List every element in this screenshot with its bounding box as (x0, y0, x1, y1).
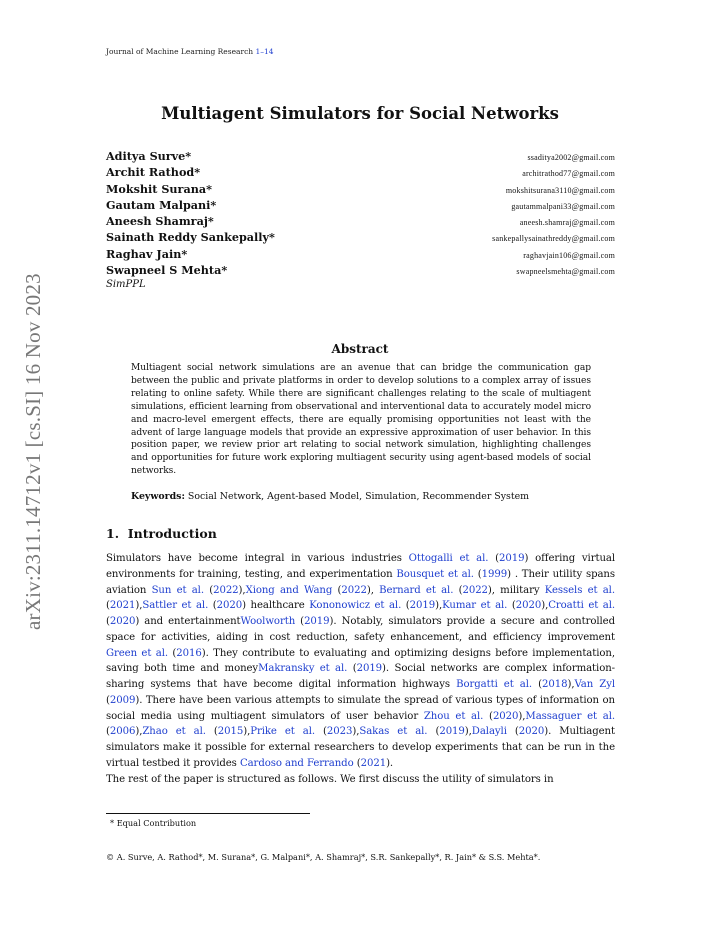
paragraph-text: ) . Their utility spans aviation (106, 568, 615, 596)
citation-link[interactable]: 2020 (518, 726, 545, 738)
paragraph-text: ( (453, 584, 463, 596)
citation-link[interactable]: Ottogalli et al. (408, 553, 489, 564)
citation-link[interactable]: Xiong and Wang (245, 584, 333, 596)
paragraph-text: ). Notably, simulators provide a secure and controlled space for activities, aiding in cost reduction, safety enhancement, and efficiency improvement (106, 616, 615, 643)
paragraph-text: ( (208, 600, 217, 612)
paragraph-text: ). (386, 757, 394, 769)
author-email[interactable]: mokshitsurana3110@gmail.com (505, 185, 615, 195)
paragraph-text: ), (135, 726, 143, 738)
paragraph-text: ( (488, 553, 500, 564)
citation-link[interactable]: 2015 (217, 726, 244, 738)
copyright-line: © A. Surve, A. Rathod*, M. Surana*, G. Malpani*, A. Shamraj*, S.R. Sankepally*, R. Jain* & S.S. Mehta*. (106, 852, 541, 862)
paragraph-text: ), (464, 726, 472, 738)
introduction-paragraph (106, 553, 615, 769)
paragraph-text: ), military (487, 584, 545, 596)
abstract-text: Multiagent social network simulations are an avenue that can bridge the communication gap between the public and private platforms in order to develop solutions to a complex array of issues relating to online safety. While there are significant challenges relating to the scale of multiagent simulations, efficient learning from observational and interventional data to accurately model micro and macro-level emergent effects, there are equally promising opportunities not least with the advent of large language models that provide an expressive approximation of user behavior. In this position paper, we review prior art relating to social network simulation, highlighting challenges and opportunities for future work exploring multiagent security using agent-based models of social networks. (131, 363, 591, 477)
paragraph-text: ( (427, 726, 440, 738)
author-name: Raghav Jain* (106, 246, 188, 261)
citation-link[interactable]: Kononowicz et al. (309, 600, 402, 612)
citation-link[interactable]: 2019 (439, 726, 465, 738)
citation-link[interactable]: Zhou et al. (423, 710, 484, 722)
keywords-label: Keywords: (131, 491, 185, 502)
keywords-line (131, 491, 601, 502)
paragraph-text: ), (541, 600, 549, 612)
paragraph-text: ) and entertainment (135, 616, 241, 627)
paragraph-text: ( (106, 600, 110, 612)
paragraph-text: ( (473, 568, 482, 580)
citation-link[interactable]: 1999 (481, 568, 508, 580)
author-row (106, 247, 615, 263)
citation-link[interactable]: 2019 (356, 663, 383, 675)
paragraph-text: ), (366, 584, 380, 596)
citation-link[interactable]: 2019 (409, 600, 436, 612)
paragraph-text: ( (507, 600, 516, 612)
author-name: Aneesh Shamraj* (106, 214, 214, 229)
citation-link[interactable]: Kumar et al. (442, 600, 508, 612)
author-email[interactable]: sankepallysainathreddy@gmail.com (492, 234, 615, 244)
citation-link[interactable]: 2019 (499, 553, 525, 564)
author-email[interactable]: gautammalpani33@gmail.com (511, 201, 615, 211)
author-name: Mokshit Surana* (106, 181, 212, 196)
citation-link[interactable]: Zhao et al. (142, 726, 206, 738)
author-row (106, 182, 615, 198)
author-row (106, 198, 615, 214)
affiliation: SimPPL (106, 279, 146, 291)
section-number: 1. (106, 526, 120, 541)
author-name: Aditya Surve* (106, 149, 192, 163)
citation-link[interactable]: 2009 (109, 694, 136, 706)
paragraph-text: ). Social networks are complex information-sharing systems that have become digital information highways (106, 663, 615, 690)
author-row (106, 214, 615, 230)
paragraph-text: ( (332, 584, 342, 596)
author-name: Swapneel S Mehta* (106, 263, 228, 278)
paragraph-text: ( (106, 616, 110, 627)
citation-link[interactable]: Sakas et al. (359, 726, 428, 738)
paragraph-text: ( (532, 679, 542, 690)
arxiv-identifier: arXiv:2311.14712v1 [cs.SI] 16 Nov 2023 (21, 273, 45, 630)
paragraph-text: ), (243, 726, 251, 738)
citation-link[interactable]: 2020 (492, 710, 519, 722)
paragraph-text: ( (295, 616, 305, 627)
author-row (106, 165, 615, 181)
abstract-heading: Abstract (331, 342, 389, 356)
author-name: Gautam Malpani* (106, 197, 217, 212)
author-email[interactable]: aneesh.shamraj@gmail.com (519, 218, 615, 228)
footnote: * Equal Contribution (110, 818, 197, 828)
citation-link[interactable]: Bousquet et al. (396, 568, 474, 580)
introduction-next-line: The rest of the paper is structured as follows. We first discuss the utility of simulators in (106, 773, 554, 785)
paragraph-text: Simulators have become integral in various industries (106, 553, 409, 564)
citation-link[interactable]: 2021 (360, 757, 387, 769)
citation-link[interactable]: 2020 (216, 600, 243, 612)
paragraph-text: ( (347, 663, 357, 675)
paragraph-text: ( (106, 694, 110, 706)
citation-link[interactable]: 2020 (515, 600, 542, 612)
citation-link[interactable]: Croatti et al. (548, 600, 616, 612)
citation-link[interactable]: Prike et al. (250, 726, 315, 738)
citation-link[interactable]: Kessels et al. (544, 584, 615, 596)
paragraph-text: ), (352, 726, 360, 738)
author-email[interactable]: ssaditya2002@gmail.com (527, 153, 615, 162)
citation-link[interactable]: Makransky et al. (258, 663, 348, 675)
citation-link[interactable]: Dalayli (471, 726, 507, 738)
paragraph-text: ), (135, 600, 143, 612)
page-range-link[interactable]: 1–14 (255, 47, 274, 56)
paragraph-text: ), (518, 710, 526, 722)
paragraph-text: ( (401, 600, 410, 612)
paragraph-text: ). They contribute to evaluating and optimizing designs before implementation, saving both time and money (106, 647, 616, 675)
author-name: Sainath Reddy Sankepally* (106, 230, 275, 245)
paragraph-text: ( (203, 584, 214, 596)
running-head (106, 47, 274, 56)
citation-link[interactable]: 2021 (109, 600, 136, 612)
citation-link[interactable]: Sattler et al. (142, 600, 209, 612)
author-email[interactable]: architrathod77@gmail.com (522, 169, 615, 179)
paragraph-text: ), (238, 584, 246, 596)
paper-title: Multiagent Simulators for Social Networks (161, 104, 559, 123)
citation-link[interactable]: 2022 (341, 584, 367, 596)
paragraph-text: ( (168, 647, 177, 659)
citation-link[interactable]: Van Zyl (574, 679, 616, 690)
citation-link[interactable]: Sun et al. (151, 584, 204, 596)
paragraph-text: ), (567, 679, 575, 690)
paragraph-text: ( (353, 757, 361, 769)
author-row (106, 230, 615, 246)
citation-link[interactable]: 2023 (326, 726, 353, 738)
citation-link[interactable]: Massaguer et al. (525, 710, 615, 722)
author-block (106, 149, 615, 290)
paragraph-text: ( (506, 726, 519, 738)
citation-link[interactable]: Bernard et al. (379, 584, 454, 596)
paragraph-text: ( (483, 710, 493, 722)
citation-link[interactable]: 2022 (462, 584, 488, 596)
paragraph-text: ) offering virtual environments for training, testing, and experimentation (106, 553, 616, 580)
section-heading (106, 526, 217, 541)
introduction-body (106, 551, 615, 787)
author-row (106, 263, 615, 279)
paragraph-text: ). Multiagent simulators make it possible for external researchers to develop experiments that can be run in the virtual testbed it provides (106, 726, 615, 769)
citation-link[interactable]: 2019 (304, 616, 330, 627)
author-email[interactable]: swapneelsmehta@gmail.com (516, 267, 615, 277)
citation-link[interactable]: 2022 (213, 584, 239, 596)
author-email[interactable]: raghavjain106@gmail.com (523, 250, 615, 260)
citation-link[interactable]: Green et al. (106, 647, 168, 659)
paragraph-text: ) healthcare (242, 600, 310, 612)
section-title: Introduction (127, 526, 217, 541)
paragraph-text: ( (106, 726, 110, 738)
footnote-rule (106, 813, 310, 814)
author-row (106, 149, 615, 165)
citation-link[interactable]: Borgatti et al. (456, 679, 533, 690)
paragraph-text: ( (315, 726, 327, 738)
citation-link[interactable]: Cardoso and Ferrando (239, 757, 354, 769)
citation-link[interactable]: 2006 (109, 726, 136, 738)
paragraph-text: ), (435, 600, 443, 612)
author-name: Archit Rathod* (106, 165, 201, 180)
paragraph-text: ). There have been various attempts to simulate the spread of various types of information on social media using multiagent simulators of user behavior (106, 694, 615, 722)
citation-link[interactable]: 2016 (176, 647, 202, 659)
keywords-list: Social Network, Agent-based Model, Simulation, Recommender System (187, 491, 530, 502)
citation-link[interactable]: Woolworth (240, 616, 296, 627)
paragraph-text: ( (205, 726, 218, 738)
journal-name: Journal of Machine Learning Research (106, 47, 254, 56)
citation-link[interactable]: 2020 (109, 616, 136, 627)
citation-link[interactable]: 2018 (542, 679, 568, 690)
